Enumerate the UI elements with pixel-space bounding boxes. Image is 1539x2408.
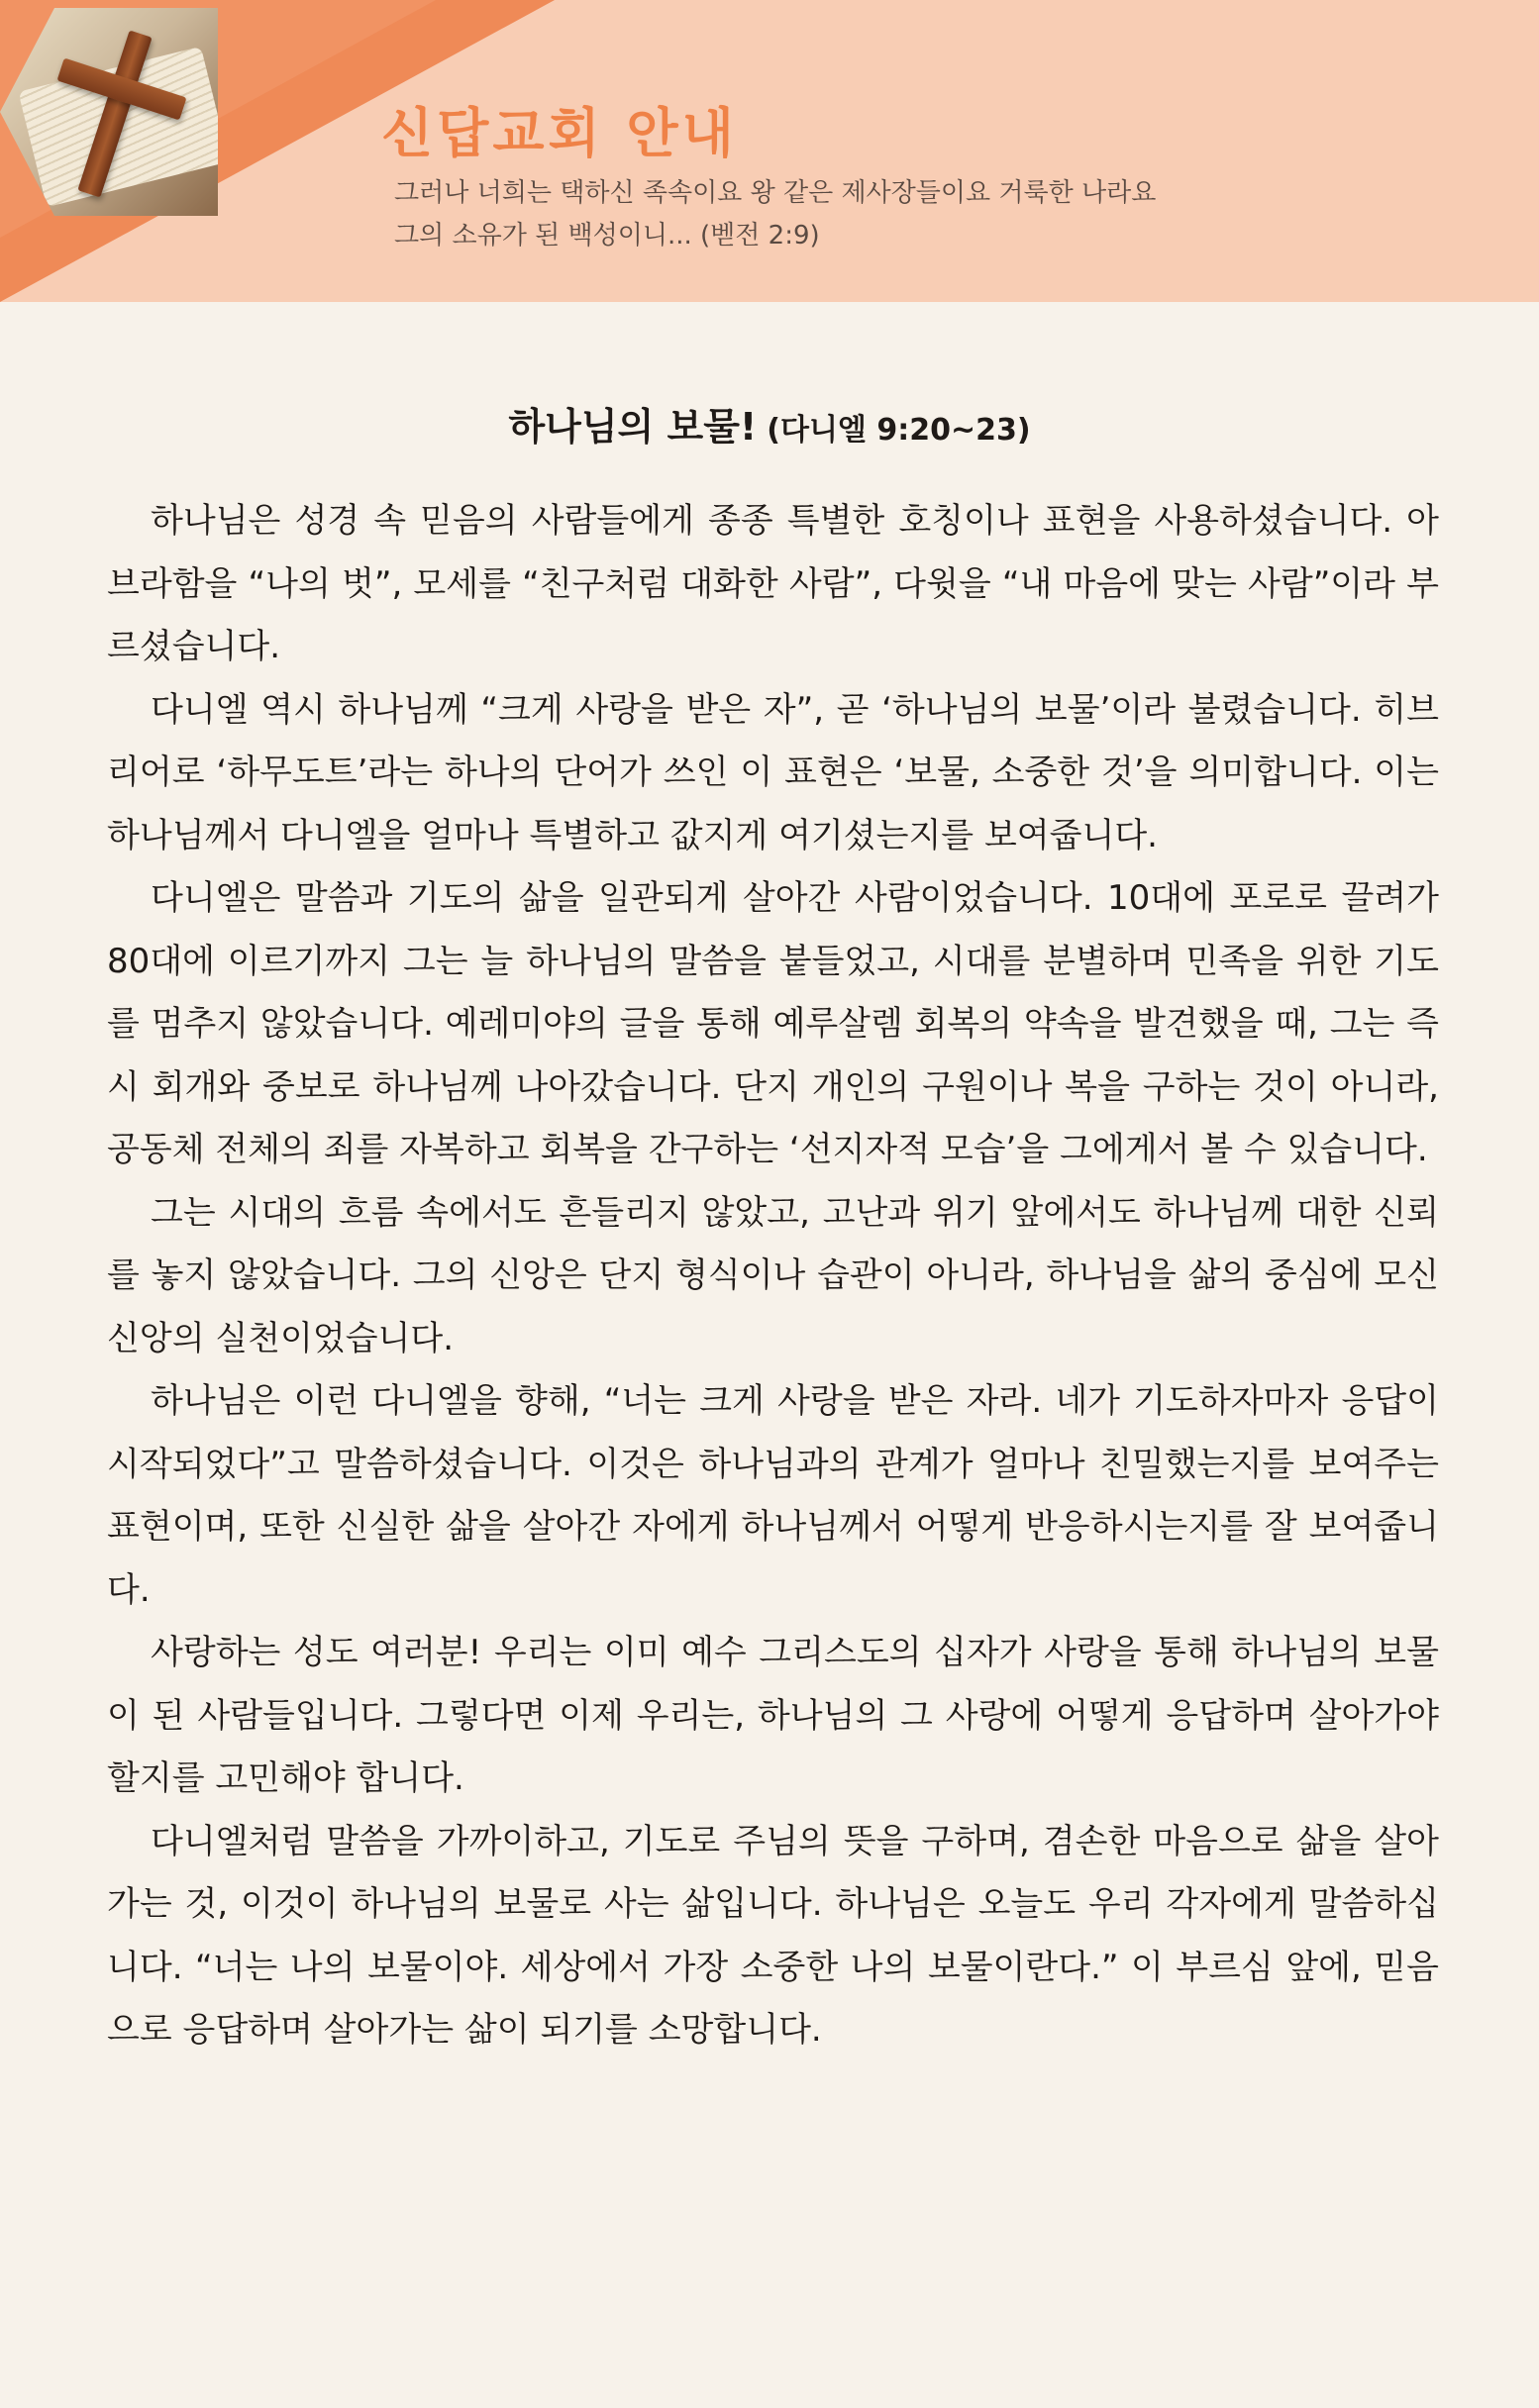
body-paragraph: 하나님은 성경 속 믿음의 사람들에게 종종 특별한 호칭이나 표현을 사용하셨습니다. 아브라함을 “나의 벗”, 모세를 “친구처럼 대화한 사람”, 다윗을 “내 마음에 맞는 사람”이라 부르셨습니다. bbox=[107, 501, 1439, 666]
header-verse bbox=[394, 172, 1385, 257]
article-heading: 하나님의 보물! bbox=[508, 405, 758, 449]
church-notice-title: 신답교회 안내 bbox=[381, 102, 738, 164]
body-paragraph: 그는 시대의 흐름 속에서도 흔들리지 않았고, 고난과 위기 앞에서도 하나님께 대한 신뢰를 놓지 않았습니다. 그의 신앙은 단지 형식이나 습관이 아니라, 하나님을 삶의 중심에 모신 신앙의 실천이었습니다. bbox=[107, 1192, 1439, 1358]
body-paragraph: 다니엘은 말씀과 기도의 삶을 일관되게 살아간 사람이었습니다. 10대에 포로로 끌려가 80대에 이르기까지 그는 늘 하나님의 말씀을 붙들었고, 시대를 분별하며 민족을 위한 기도를 멈추지 않았습니다. 예레미야의 글을 통해 예루살렘 회복의 약속을 발견했을 때, 그는 즉시 회개와 중보로 하나님께 나아갔습니다. 단지 개인의 구원이나 복을 구하는 것이 아니라, 공동체 전체의 죄를 자복하고 회복을 간구하는 ‘선지자적 모습’을 그에게서 볼 수 있습니다. bbox=[107, 878, 1439, 1169]
article-title bbox=[0, 396, 1539, 451]
body-paragraph: 하나님은 이런 다니엘을 향해, “너는 크게 사랑을 받은 자라. 네가 기도하자마자 응답이 시작되었다”고 말씀하셨습니다. 이것은 하나님과의 관계가 얼마나 친밀했는지를 보여주는 표현이며, 또한 신실한 삶을 살아간 자에게 하나님께서 어떻게 반응하시는지를 잘 보여줍니다. bbox=[107, 1381, 1439, 1610]
header-banner bbox=[0, 0, 1539, 302]
article-body bbox=[107, 490, 1439, 2062]
verse-line: 그러나 너희는 택하신 족속이요 왕 같은 제사장들이요 거룩한 나라요 bbox=[394, 178, 1157, 208]
body-paragraph: 사랑하는 성도 여러분! 우리는 이미 예수 그리스도의 십자가 사랑을 통해 하나님의 보물이 된 사람들입니다. 그렇다면 이제 우리는, 하나님의 그 사랑에 어떻게 응답하며 살아가야 할지를 고민해야 합니다. bbox=[107, 1633, 1439, 1798]
scripture-reference: (다니엘 9:20~23) bbox=[767, 413, 1031, 448]
body-paragraph: 다니엘 역시 하나님께 “크게 사랑을 받은 자”, 곧 ‘하나님의 보물’이라 불렸습니다. 히브리어로 ‘하무도트’라는 하나의 단어가 쓰인 이 표현은 ‘보물, 소중한 것’을 의미합니다. 이는 하나님께서 다니엘을 얼마나 특별하고 값지게 여기셨는지를 보여줍니다. bbox=[107, 689, 1439, 855]
verse-line: 그의 소유가 된 백성이니... (벧전 2:9) bbox=[394, 221, 820, 251]
body-paragraph: 다니엘처럼 말씀을 가까이하고, 기도로 주님의 뜻을 구하며, 겸손한 마음으로 삶을 살아가는 것, 이것이 하나님의 보물로 사는 삶입니다. 하나님은 오늘도 우리 각자에게 말씀하십니다. “너는 나의 보물이야. 세상에서 가장 소중한 나의 보물이란다.” 이 부르심 앞에, 믿음으로 응답하며 살아가는 삶이 되기를 소망합니다. bbox=[107, 1821, 1439, 2050]
